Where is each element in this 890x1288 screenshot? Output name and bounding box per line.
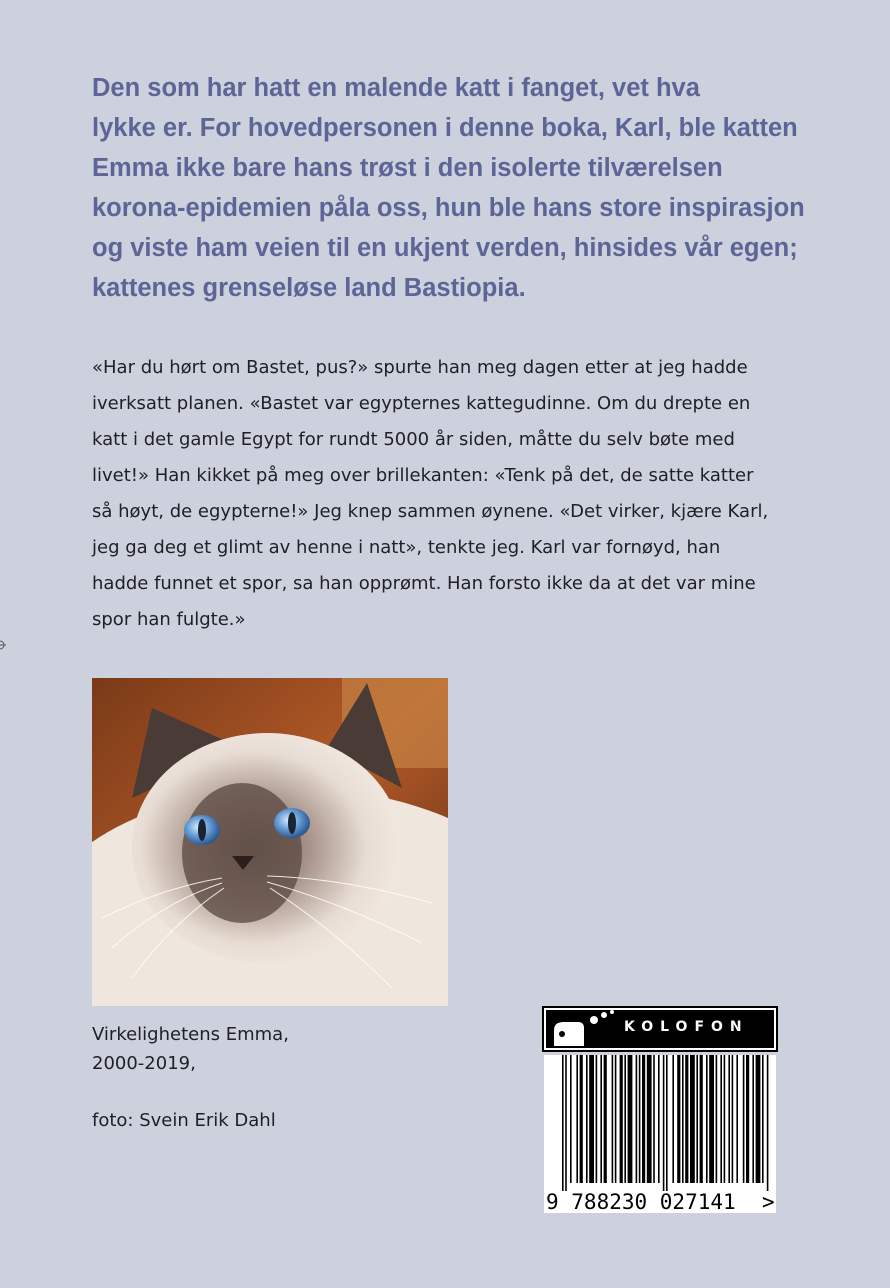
kolofon-logo-icon bbox=[548, 1010, 622, 1048]
caption-name: Virkelighetens Emma, bbox=[92, 1024, 289, 1045]
barcode-bar bbox=[672, 1055, 674, 1183]
barcode-bar bbox=[756, 1055, 761, 1183]
barcode-bar bbox=[604, 1055, 607, 1183]
barcode-bar bbox=[642, 1055, 645, 1183]
barcode-bar bbox=[647, 1055, 652, 1183]
barcode-bar bbox=[562, 1055, 564, 1191]
barcode-bar bbox=[690, 1055, 695, 1183]
barcode-bar bbox=[628, 1055, 633, 1183]
registration-mark bbox=[0, 636, 6, 655]
barcode-bar bbox=[589, 1055, 594, 1183]
barcode-bar bbox=[685, 1055, 688, 1183]
barcode-bar bbox=[636, 1055, 638, 1183]
caption-years: 2000-2019, bbox=[92, 1053, 196, 1074]
barcode-bar bbox=[682, 1055, 684, 1183]
isbn-barcode bbox=[544, 1055, 776, 1213]
barcode-bar bbox=[736, 1055, 738, 1183]
barcode-bar bbox=[728, 1055, 730, 1183]
book-excerpt: «Har du hørt om Bastet, pus?» spurte han meg dagen etter at jeg hadde iverksatt planen. «Bastet var egypternes kattegudinne. Om du drepte en katt i det gamle Egypt for rundt 5000 år siden, måtte du selv bøte med livet!» Han kikket på meg over brillekanten: «Tenk på det, de satte katter så høyt, de egypterne!» Jeg knep sammen øynene. «Det virker, kjære Karl, jeg ga deg et glimt av henne i natt», tenkte jeg. Karl var fornøyd, han hadde funnet et spor, sa han opprømt. Han forsto ikke da at det var mine spor han fulgte.» bbox=[92, 357, 769, 630]
quiet-zone-mark: > bbox=[762, 1190, 775, 1213]
barcode-bar bbox=[653, 1055, 655, 1183]
barcode-bar bbox=[639, 1055, 641, 1183]
barcode-bar bbox=[732, 1055, 734, 1183]
publisher-logo bbox=[542, 1006, 778, 1052]
barcode-bar bbox=[565, 1055, 567, 1191]
barcode-bar bbox=[746, 1055, 749, 1183]
barcode-bar bbox=[700, 1055, 703, 1183]
back-cover-blurb: Den som har hatt en malende katt i fanget, vet hva lykke er. For hovedpersonen i denne boka, Karl, ble katten Emma ikke bare hans trøst i den isolerte tilværelsen korona-epidemien påla oss, hun ble hans store inspirasjon og viste ham veien til en ukjent verden, hinsides vår egen; kattenes grenseløse land Bastiopia. bbox=[92, 74, 805, 302]
barcode-bar bbox=[666, 1055, 668, 1191]
barcode-bar bbox=[570, 1055, 572, 1183]
barcode-bar bbox=[663, 1055, 665, 1191]
barcode-bar bbox=[762, 1055, 764, 1183]
photo-credit: foto: Svein Erik Dahl bbox=[92, 1110, 276, 1131]
barcode-bar bbox=[716, 1055, 718, 1183]
barcode-bar bbox=[767, 1055, 769, 1191]
barcode-bar bbox=[724, 1055, 726, 1183]
photo-caption bbox=[92, 1020, 392, 1135]
barcode-bar bbox=[624, 1055, 626, 1183]
barcode-bar bbox=[576, 1055, 578, 1183]
barcode-bar bbox=[620, 1055, 623, 1183]
barcode-bar bbox=[696, 1055, 698, 1183]
barcode-bar bbox=[720, 1055, 722, 1183]
barcode-bar bbox=[600, 1055, 602, 1183]
publisher-name: KOLOFON bbox=[624, 1019, 749, 1035]
barcode-bar bbox=[752, 1055, 754, 1183]
barcode-bar bbox=[658, 1055, 660, 1183]
barcode-bar bbox=[706, 1055, 708, 1183]
barcode-bar bbox=[612, 1055, 614, 1183]
cat-photo bbox=[92, 678, 448, 1006]
barcode-bar bbox=[743, 1055, 745, 1183]
isbn-digits: 9 788230 027141 bbox=[546, 1190, 736, 1213]
barcode-bar bbox=[709, 1055, 714, 1183]
barcode-bar bbox=[586, 1055, 588, 1183]
barcode-bar bbox=[596, 1055, 598, 1183]
barcode-bar bbox=[580, 1055, 583, 1183]
barcode-bar bbox=[615, 1055, 617, 1183]
barcode-bar bbox=[677, 1055, 680, 1183]
